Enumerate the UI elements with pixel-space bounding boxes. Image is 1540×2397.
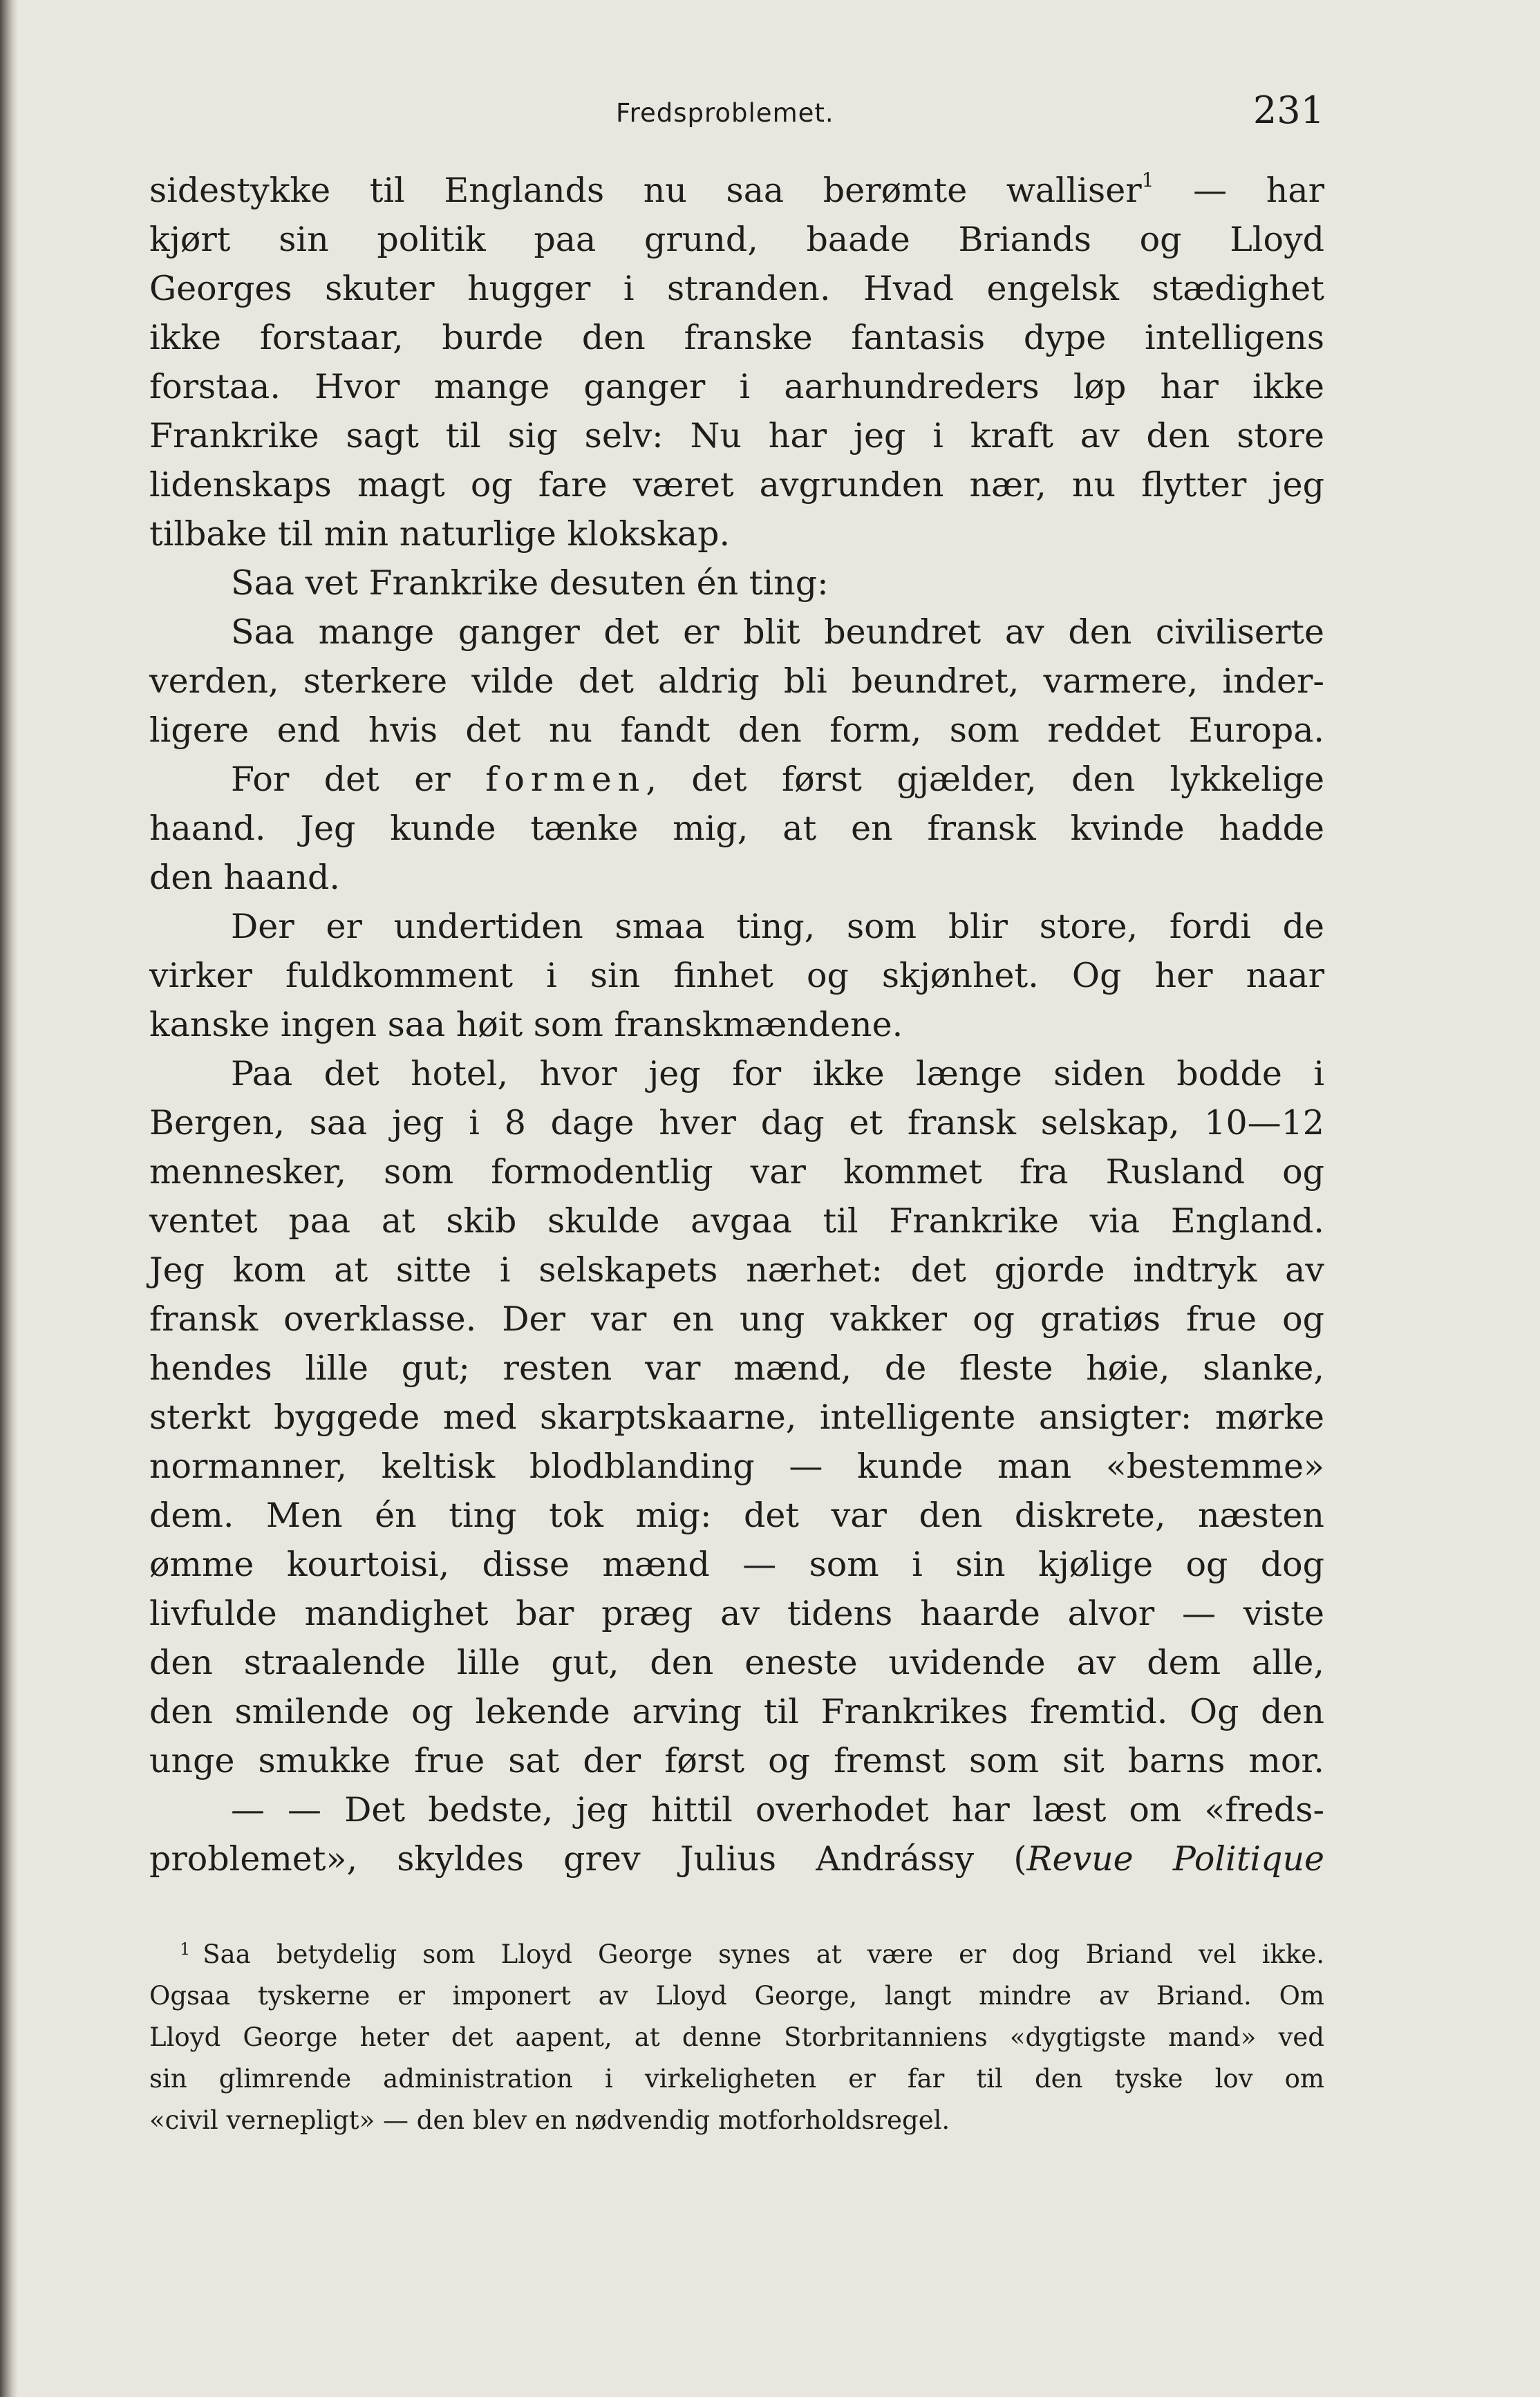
text-line: ventet paa at skib skulde avgaa til Frankrike via England. [149,1201,1324,1241]
text-line: sidestykke til Englands nu saa berømte walliser$^1$ — har [149,169,1324,210]
journal-title: Revue Politique [1026,1839,1324,1879]
footnote-line: «civil vernepligt» — den blev en nødvendig motforholdsregel. [149,2105,950,2135]
emphasized-word: formen [485,760,646,799]
text-line: mennesker, som formodentlig var kommet fra Rusland og [149,1152,1324,1192]
text-line: kanske ingen saa høit som franskmændene. [149,1005,903,1044]
footnote-line: Lloyd George heter det aapent, at denne Storbritanniens «dygtigste mand» ved [149,2022,1324,2052]
footnote-line: $^1$ Saa betydelig som Lloyd George synes at være er dog Briand vel ikke. [180,1939,1324,1969]
text-line: tilbake til min naturlige klokskap. [149,514,731,554]
text-line: den haand. [149,858,340,897]
text-line: lidenskaps magt og fare været avgrunden nær, nu flytter jeg [149,465,1324,505]
page-header [149,82,1324,144]
text-line: Saa vet Frankrike desuten én ting: [231,563,829,603]
footnote-marker: 1 [180,1939,191,1959]
running-head: Fredsproblemet. [616,98,834,128]
text-line: Frankrike sagt til sig selv: Nu har jeg i kraft av den store [149,416,1324,455]
text-line: For det er formen, det først gjælder, den lykkelige [231,760,1324,799]
text-line: den smilende og lekende arving til Frankrikes fremtid. Og den [149,1692,1324,1731]
text-line: problemet», skyldes grev Julius Andrássy (Revue Politique [149,1839,1324,1879]
text-line: Der er undertiden smaa ting, som blir store, fordi de [231,907,1324,946]
text-line: dem. Men én ting tok mig: det var den diskrete, næsten [149,1496,1324,1535]
text-line: ikke forstaar, burde den franske fantasis dype intelligens [149,318,1324,357]
binding-gutter [0,0,18,2397]
footnote-line: Ogsaa tyskerne er imponert av Lloyd George, langt mindre av Briand. Om [149,1981,1324,2011]
text-line: virker fuldkomment i sin finhet og skjønhet. Og her naar [149,956,1324,995]
text-line: verden, sterkere vilde det aldrig bli beundret, varmere, inder- [149,661,1324,701]
footnote-reference: 1 [1141,169,1154,191]
text-line: kjørt sin politik paa grund, baade Briands og Lloyd [149,220,1324,259]
text-line: Georges skuter hugger i stranden. Hvad engelsk stædighet [149,269,1324,308]
text-line: forstaa. Hvor mange ganger i aarhundreders løp har ikke [149,367,1324,406]
text-line: Bergen, saa jeg i 8 dage hver dag et fransk selskap, 10—12 [149,1103,1324,1143]
text-line: Jeg kom at sitte i selskapets nærhet: det gjorde indtryk av [149,1250,1324,1290]
page-number: 231 [1252,88,1324,132]
text-line: sterkt byggede med skarptskaarne, intelligente ansigter: mørke [149,1398,1324,1437]
text-line: haand. Jeg kunde tænke mig, at en fransk kvinde hadde [149,809,1324,848]
text-line: ømme kourtoisi, disse mænd — som i sin kjølige og dog [149,1545,1324,1584]
text-line: livfulde mandighet bar præg av tidens haarde alvor — viste [149,1594,1324,1633]
text-line: fransk overklasse. Der var en ung vakker og gratiøs frue og [149,1299,1324,1339]
text-line: Paa det hotel, hvor jeg for ikke længe siden bodde i [231,1054,1324,1093]
footnote [149,1928,1324,2141]
text-line: unge smukke frue sat der først og fremst som sit barns mor. [149,1741,1324,1780]
text-line: — — Det bedste, jeg hittil overhodet har læst om «freds- [231,1790,1324,1830]
text-line: ligere end hvis det nu fandt den form, som reddet Europa. [149,711,1324,750]
text-line: normanner, keltisk blodblanding — kunde man «bestemme» [149,1447,1324,1486]
text-line: hendes lille gut; resten var mænd, de fleste høie, slanke, [149,1348,1324,1388]
text-line: Saa mange ganger det er blit beundret av den civiliserte [231,612,1324,652]
text-line: den straalende lille gut, den eneste uvidende av dem alle, [149,1643,1324,1682]
footnote-line: sin glimrende administration i virkeligheten er far til den tyske lov om [149,2064,1324,2094]
body-text [149,166,1324,1883]
